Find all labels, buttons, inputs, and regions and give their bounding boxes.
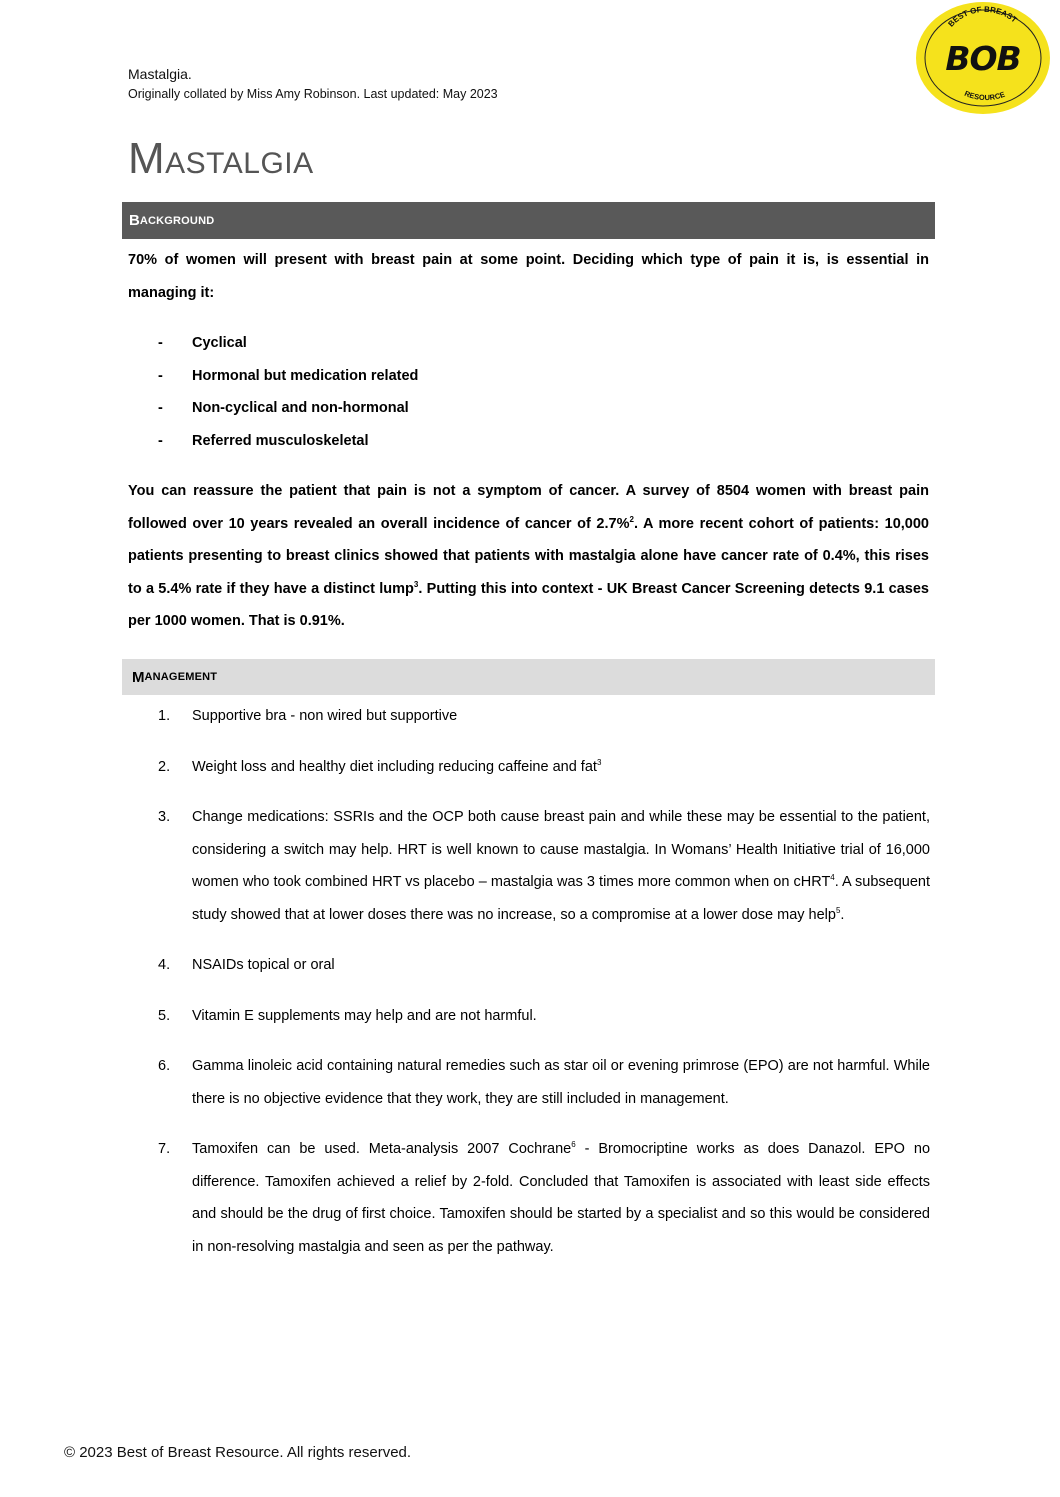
document-header-subtitle: Originally collated by Miss Amy Robinson. Last updated: May 2023: [128, 87, 498, 101]
background-intro: 70% of women will present with breast pain at some point. Deciding which type of pain it is, is essential in managing it:: [128, 252, 929, 301]
logo-bottom-text: RESOURCE: [963, 88, 1007, 103]
management-list: [158, 700, 930, 1281]
reference-superscript: 5: [835, 905, 841, 915]
section-heading-management: M ANAGEMENT: [122, 659, 935, 695]
reference-superscript: 6: [571, 1140, 576, 1150]
reference-superscript: 2: [629, 514, 634, 524]
list-item: 4. NSAIDs topical or oral: [158, 957, 335, 973]
list-item: - Referred musculoskeletal: [158, 433, 369, 450]
page-title: MASTALGIA: [128, 134, 314, 183]
copyright-footer: © 2023 Best of Breast Resource. All rights reserved.: [64, 1444, 412, 1461]
list-item: - Non-cyclical and non-hormonal: [158, 400, 409, 417]
logo-top-text: BEST OF BREAST: [946, 4, 1019, 29]
list-item: 6. Gamma linoleic acid containing natural remedies such as star oil or evening primrose (EPO) are not harmful. While there is no objective evidence that they work, they are still included in management.: [158, 1058, 930, 1107]
reference-superscript: 4: [830, 873, 835, 883]
list-item: 7. Tamoxifen can be used. Meta-analysis 2007 Cochrane$^6$ - Bromocriptine works as does Danazol. EPO no difference. Tamoxifen achieved a relief by 2-fold. Concluded that Tamoxifen is associated with least side effects and should be the drug of first choice. Tamoxifen should be started by a specialist and so this would be considered in non-resolving mastalgia and seen as per the pathway.: [158, 1140, 931, 1255]
reference-superscript: 3: [413, 579, 419, 589]
document-header-title: Mastalgia.: [128, 66, 192, 82]
reference-superscript: 3: [596, 757, 602, 767]
bob-logo: [914, 0, 1051, 116]
list-item: - Hormonal but medication related: [158, 367, 419, 384]
background-paragraph: You can reassure the patient that pain is not a symptom of cancer. A survey of 8504 women with breast pain followed over 10 years revealed an overall incidence of cancer of 2.7%$^2$. A more recent cohort of patients: 10,000 patients presenting to breast clinics showed that patients with mastalgia alone have cancer rate of 0.4%, this rises to a 5.4% rate if they have a distinct lump$^3$. Putting this into context - UK Breast Cancer Screening detects 9.1 cases per 1000 women. That is 0.91%.: [128, 483, 929, 629]
bob-logo-icon: [914, 0, 1051, 116]
pain-type-list: [158, 327, 758, 458]
list-item: 5. Vitamin E supplements may help and are not harmful.: [158, 1007, 537, 1024]
logo-center-text: BOB: [945, 39, 1021, 78]
list-item: - Cyclical: [158, 335, 247, 351]
list-item: 3. Change medications: SSRIs and the OCP both cause breast pain and while these may be essential to the patient, considering a switch may help. HRT is well known to cause mastalgia. In Womans’ Health Initiative trial of 16,000 women who took combined HRT vs placebo – mastalgia was 3 times more common when on cHRT$^4$. A subsequent study showed that at lower doses there was no increase, so a compromise at a lower dose may help$^5$.: [158, 809, 930, 923]
list-item: 1. Supportive bra - non wired but supportive: [158, 708, 458, 724]
section-heading-background: B ACKGROUND: [122, 202, 935, 239]
list-item: 2. Weight loss and healthy diet including reducing caffeine and fat$^3$: [158, 757, 602, 775]
